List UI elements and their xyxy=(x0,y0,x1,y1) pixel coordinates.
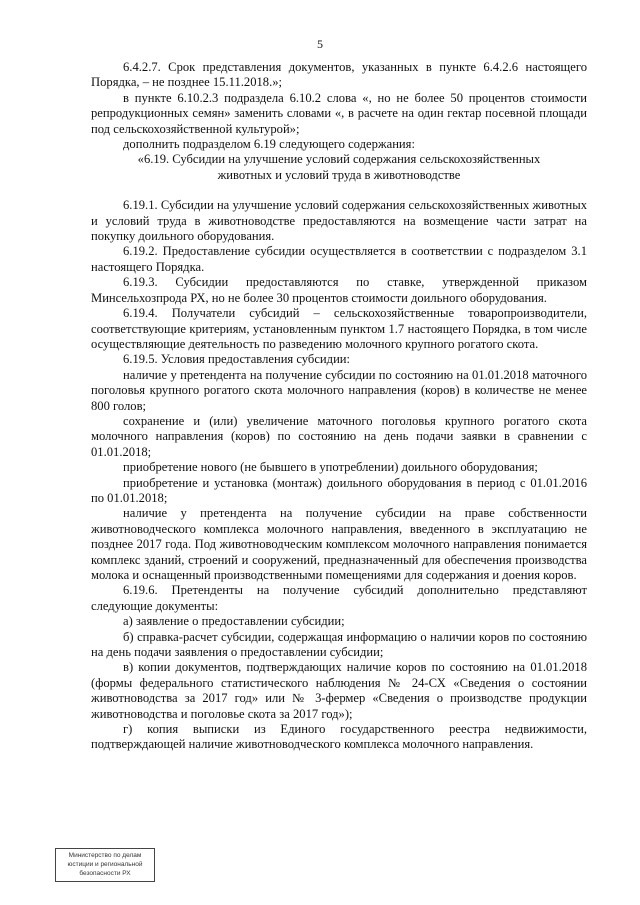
registration-stamp xyxy=(55,848,155,882)
paragraph: в) копии документов, подтверждающих наличие коров по состоянию на 01.01.2018 (формы федерального статистического наблюдения № 24-СХ «Сведения о состоянии животноводства за 2017 год» или № 3-фермер «Сведения о производстве продукции животноводства и поголовье скота за 2017 год»); xyxy=(91,660,587,721)
paragraph: 6.19.2. Предоставление субсидии осуществляется в соответствии с подразделом 3.1 настоящего Порядка. xyxy=(91,244,587,274)
paragraph: наличие у претендента на получение субсидии по состоянию на 01.01.2018 маточного поголовья крупного рогатого скота молочного направления (коров) в количестве не менее 800 голов; xyxy=(91,367,587,413)
paragraph: 6.19.4. Получатели субсидий – сельскохозяйственные товаропроизводители, соответствующие критериям, установленным пунктом 1.7 настоящего Порядка, в том числе осуществляющие деятельность по разведению молочного крупного рогатого скота. xyxy=(91,306,587,351)
section-gap xyxy=(91,183,587,198)
paragraph: б) справка-расчет субсидии, содержащая информацию о наличии коров по состоянию на день подачи заявления о предоставлении субсидии; xyxy=(91,629,587,660)
page-number: 5 xyxy=(317,37,323,51)
section-title: «6.19. Субсидии на улучшение условий содержания сельскохозяйственных животных и условий труда в животноводстве xyxy=(137,152,541,182)
paragraph: 6.19.3. Субсидии предоставляются по ставке, утвержденной приказом Минсельхозпрода РХ, но не более 30 процентов стоимости доильного оборудования. xyxy=(91,275,587,305)
paragraph: г) копия выписки из Единого государственного реестра недвижимости, подтверждающей наличие животноводческого комплекса молочного направления. xyxy=(91,722,587,752)
paragraph: 6.19.5. Условия предоставления субсидии: xyxy=(123,352,351,367)
stamp-line: юстиции и региональной xyxy=(67,861,143,868)
paragraph: сохранение и (или) увеличение маточного поголовья крупного рогатого скота молочного направления (коров) по состоянию на день подачи заявки в сравнении с 01.01.2018; xyxy=(91,413,587,459)
stamp-line: Министерство по делам xyxy=(68,852,142,859)
paragraph: 6.4.2.7. Срок представления документов, указанных в пункте 6.4.2.6 настоящего Порядка, – не позднее 15.11.2018.»; xyxy=(91,60,587,90)
stamp-line: безопасности РХ xyxy=(79,870,131,877)
paragraph: дополнить подразделом 6.19 следующего содержания: xyxy=(123,137,415,152)
paragraph: наличие у претендента на получение субсидии на праве собственности животноводческого комплекса молочного направления, введенного в эксплуатацию не позднее 2017 года. Под животноводческим комплексом молочного направления понимается комплекс зданий, строений и сооружений, предназначенный для обеспечения производства молока и оснащенный производственными помещениями для содержания и доения коров. xyxy=(91,506,587,582)
document-body xyxy=(91,60,587,753)
paragraph: в пункте 6.10.2.3 подраздела 6.10.2 слова «, но не более 50 процентов стоимости репродукционных семян» заменить словами «, в расчете на один гектар посевной площади под сельскохозяйственной культурой»; xyxy=(91,90,587,136)
paragraph: приобретение и установка (монтаж) доильного оборудования в период с 01.01.2016 по 01.01.2018; xyxy=(91,475,587,505)
paragraph: 6.19.1. Субсидии на улучшение условий содержания сельскохозяйственных животных и условий труда в животноводстве предоставляются на возмещение части затрат на покупку доильного оборудования. xyxy=(91,198,587,244)
paragraph: приобретение нового (не бывшего в употреблении) доильного оборудования; xyxy=(123,460,538,475)
paragraph: 6.19.6. Претенденты на получение субсидий дополнительно представляют следующие документы: xyxy=(91,583,587,613)
paragraph: а) заявление о предоставлении субсидии; xyxy=(123,614,345,629)
